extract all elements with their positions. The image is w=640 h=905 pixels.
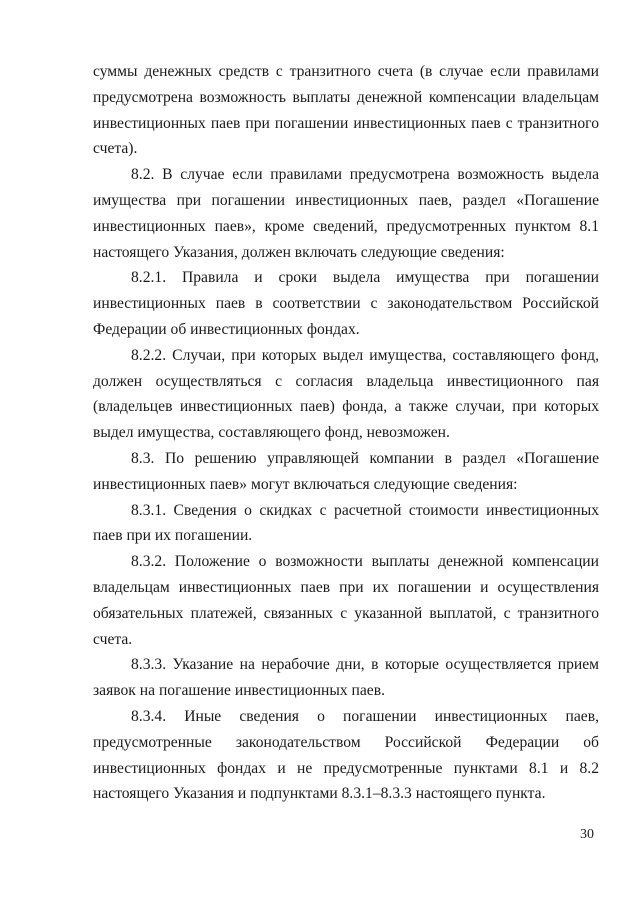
paragraph-8-2-2: 8.2.2. Случаи, при которых выдел имущества, составляющего фонд, должен осуществляться с согласия владельца инвестиционного пая (владельцев инвестиционных паев) фонда, а также случаи, при которых выдел имущества, составляющего фонд, невозможен. bbox=[93, 346, 599, 442]
paragraph-8-2-1: 8.2.1. Правила и сроки выдела имущества при погашении инвестиционных паев в соответствии с законодательством Российской Федерации об инвестиционных фондах. bbox=[93, 269, 599, 338]
paragraph-continuation: суммы денежных средств с транзитного счета (в случае если правилами предусмотрена возможность выплаты денежной компенсации владельцам инвестиционных паев при погашении инвестиционных паев с транзитного счета). bbox=[93, 63, 599, 158]
paragraph-8-2: 8.2. В случае если правилами предусмотрена возможность выдела имущества при погашении инвестиционных паев, раздел «Погашение инвестиционных паев», кроме сведений, предусмотренных пунктом 8.1 настоящего Указания, должен включать следующие сведения: bbox=[93, 166, 599, 261]
paragraph-8-3-4: 8.3.4. Иные сведения о погашении инвестиционных паев, предусмотренные законодательством Российской Федерации об инвестиционных фондах и не предусмотренные пунктами 8.1 и 8.2 настоящего Указания и подпунктами 8.3.1–8.3.3 настоящего пункта. bbox=[93, 707, 599, 803]
paragraph-8-3-2: 8.3.2. Положение о возможности выплаты денежной компенсации владельцам инвестиционных паев при их погашении и осуществления обязательных платежей, связанных с указанной выплатой, с транзитного счета. bbox=[93, 553, 599, 648]
paragraph-8-3-1: 8.3.1. Сведения о скидках с расчетной стоимости инвестиционных паев при их погашении. bbox=[93, 501, 599, 545]
document-body bbox=[93, 59, 599, 807]
page-number: 30 bbox=[580, 827, 594, 842]
paragraph-8-3-3: 8.3.3. Указание на нерабочие дни, в которые осуществляется прием заявок на погашение инвестиционных паев. bbox=[93, 656, 599, 700]
paragraph-8-3: 8.3. По решению управляющей компании в раздел «Погашение инвестиционных паев» могут включаться следующие сведения: bbox=[93, 449, 599, 493]
